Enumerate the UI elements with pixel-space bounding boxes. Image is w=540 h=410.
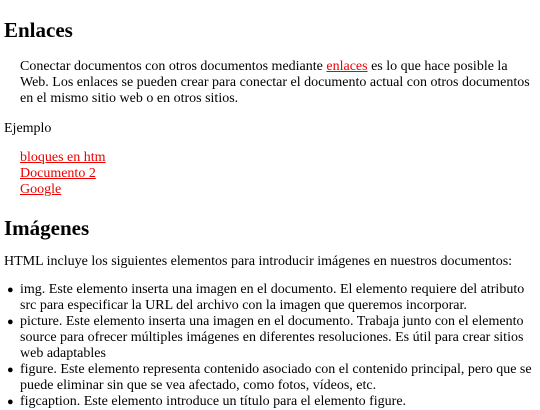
image-elements-list	[4, 282, 536, 410]
list-item-text: img. Este elemento inserta una imagen en el documento. El elemento requiere del atributo src para especificar la URL del archivo con la imagen que queremos incorporar.	[20, 282, 525, 313]
enlaces-intro-link[interactable]: enlaces	[326, 59, 368, 74]
list-item	[7, 394, 536, 410]
enlaces-intro-text-start: Conectar documentos con otros documentos mediante	[20, 59, 327, 74]
bullet-icon: ●	[7, 284, 14, 296]
list-item	[7, 314, 536, 362]
list-item-text: figcaption. Este elemento introduce un título para el elemento figure.	[20, 394, 407, 409]
enlaces-heading: Enlaces	[4, 18, 73, 42]
list-item-text: picture. Este elemento inserta una imagen en el documento. Trabaja junto con el elemento source para ofrecer múltiples imágenes en diferentes resoluciones. Es útil para crear sitios web adaptables	[20, 314, 524, 361]
bullet-icon: ●	[7, 316, 14, 328]
example-label: Ejemplo	[4, 121, 52, 136]
bullet-icon: ●	[7, 364, 14, 376]
enlaces-intro-text-end: es lo que hace posible la Web. Los enlaces se pueden crear para conectar el documento actual con otros documentos en el mismo sitio web o en otros sitios.	[20, 59, 530, 106]
link-bloques-en-htm[interactable]: bloques en htm	[20, 150, 106, 165]
list-item	[7, 282, 536, 314]
imagenes-intro: HTML incluye los siguientes elementos para introducir imágenes en nuestros documentos:	[4, 254, 513, 269]
link-google[interactable]: Google	[20, 182, 62, 197]
list-item-text: figure. Este elemento representa contenido asociado con el contenido principal, pero que se puede eliminar sin que se vea afectado, como fotos, vídeos, etc.	[20, 362, 532, 393]
enlaces-intro	[20, 59, 536, 107]
bullet-icon: ●	[7, 396, 14, 408]
list-item	[7, 362, 536, 394]
example-links	[20, 150, 536, 198]
imagenes-heading: Imágenes	[4, 216, 90, 240]
link-documento-2[interactable]: Documento 2	[20, 166, 96, 181]
